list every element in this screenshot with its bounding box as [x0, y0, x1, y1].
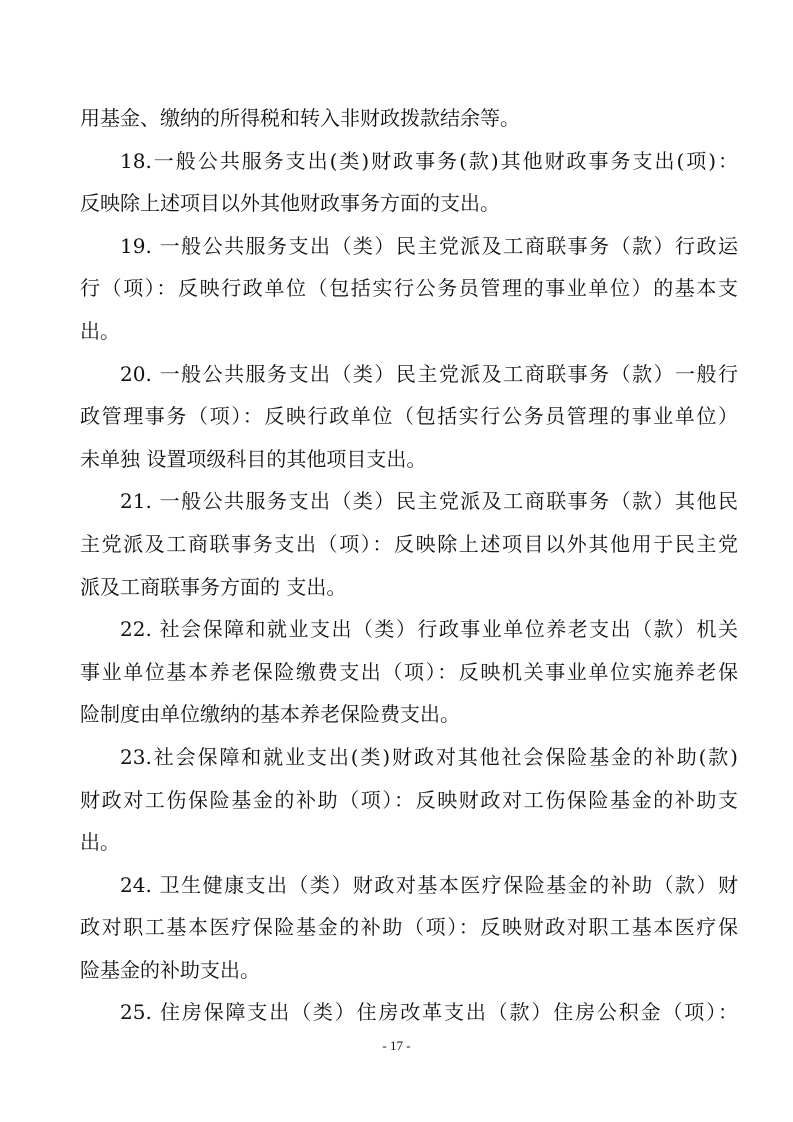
paragraph [80, 991, 738, 1034]
text-line: 派及工商联事务方面的 支出。 [80, 574, 347, 599]
text-line: 险制度由单位缴纳的基本养老保险费支出。 [80, 702, 460, 727]
paragraph [80, 736, 738, 864]
text-line: 事业单位基本养老保险缴费支出（项）：反映机关事业单位实施养老保 [80, 659, 738, 684]
text-line: 政对职工基本医疗保险基金的补助（项）：反映财政对职工基本医疗保 [80, 915, 738, 940]
text-line: 18.一般公共服务支出(类)财政事务(款)其他财政事务支出(项)： [120, 148, 738, 173]
text-line: 财政对工伤保险基金的补助（项）：反映财政对工伤保险基金的补助支 [80, 787, 738, 812]
text-line: 出。 [80, 318, 120, 343]
paragraph [80, 225, 738, 353]
text-line: 19. 一般公共服务支出（类）民主党派及工商联事务（款）行政运 [120, 233, 738, 258]
paragraph [80, 608, 738, 736]
text-line: 用基金、缴纳的所得税和转入非财政拨款结余等。 [80, 106, 520, 130]
text-line: 24. 卫生健康支出（类）财政对基本医疗保险基金的补助（款）财 [120, 872, 738, 897]
paragraph [80, 353, 738, 481]
text-line: 出。 [80, 830, 120, 855]
paragraph [80, 97, 738, 140]
paragraph [80, 480, 738, 608]
text-line: 21. 一般公共服务支出（类）民主党派及工商联事务（款）其他民 [120, 489, 738, 514]
text-line: 政管理事务（项）：反映行政单位（包括实行公务员管理的事业单位） [80, 404, 738, 429]
text-line: 20. 一般公共服务支出（类）民主党派及工商联事务（款）一般行 [120, 361, 738, 386]
document-body [80, 97, 738, 1034]
page-number: - 17 - [382, 1038, 411, 1053]
text-line: 行（项）：反映行政单位（包括实行公务员管理的事业单位）的基本支 [80, 276, 738, 301]
text-line: 23.社会保障和就业支出(类)财政对其他社会保险基金的补助(款) [120, 744, 738, 769]
text-line: 未单独 设置项级科目的其他项目支出。 [80, 446, 427, 471]
text-line: 22. 社会保障和就业支出（类）行政事业单位养老支出（款）机关 [120, 617, 738, 642]
paragraph [80, 864, 738, 992]
text-line: 25. 住房保障支出（类）住房改革支出（款）住房公积金（项）： [120, 1000, 738, 1025]
text-line: 反映除上述项目以外其他财政事务方面的支出。 [80, 191, 500, 216]
text-line: 险基金的补助支出。 [80, 957, 260, 982]
text-line: 主党派及工商联事务支出（项）：反映除上述项目以外其他用于民主党 [80, 531, 738, 556]
paragraph [80, 140, 738, 225]
